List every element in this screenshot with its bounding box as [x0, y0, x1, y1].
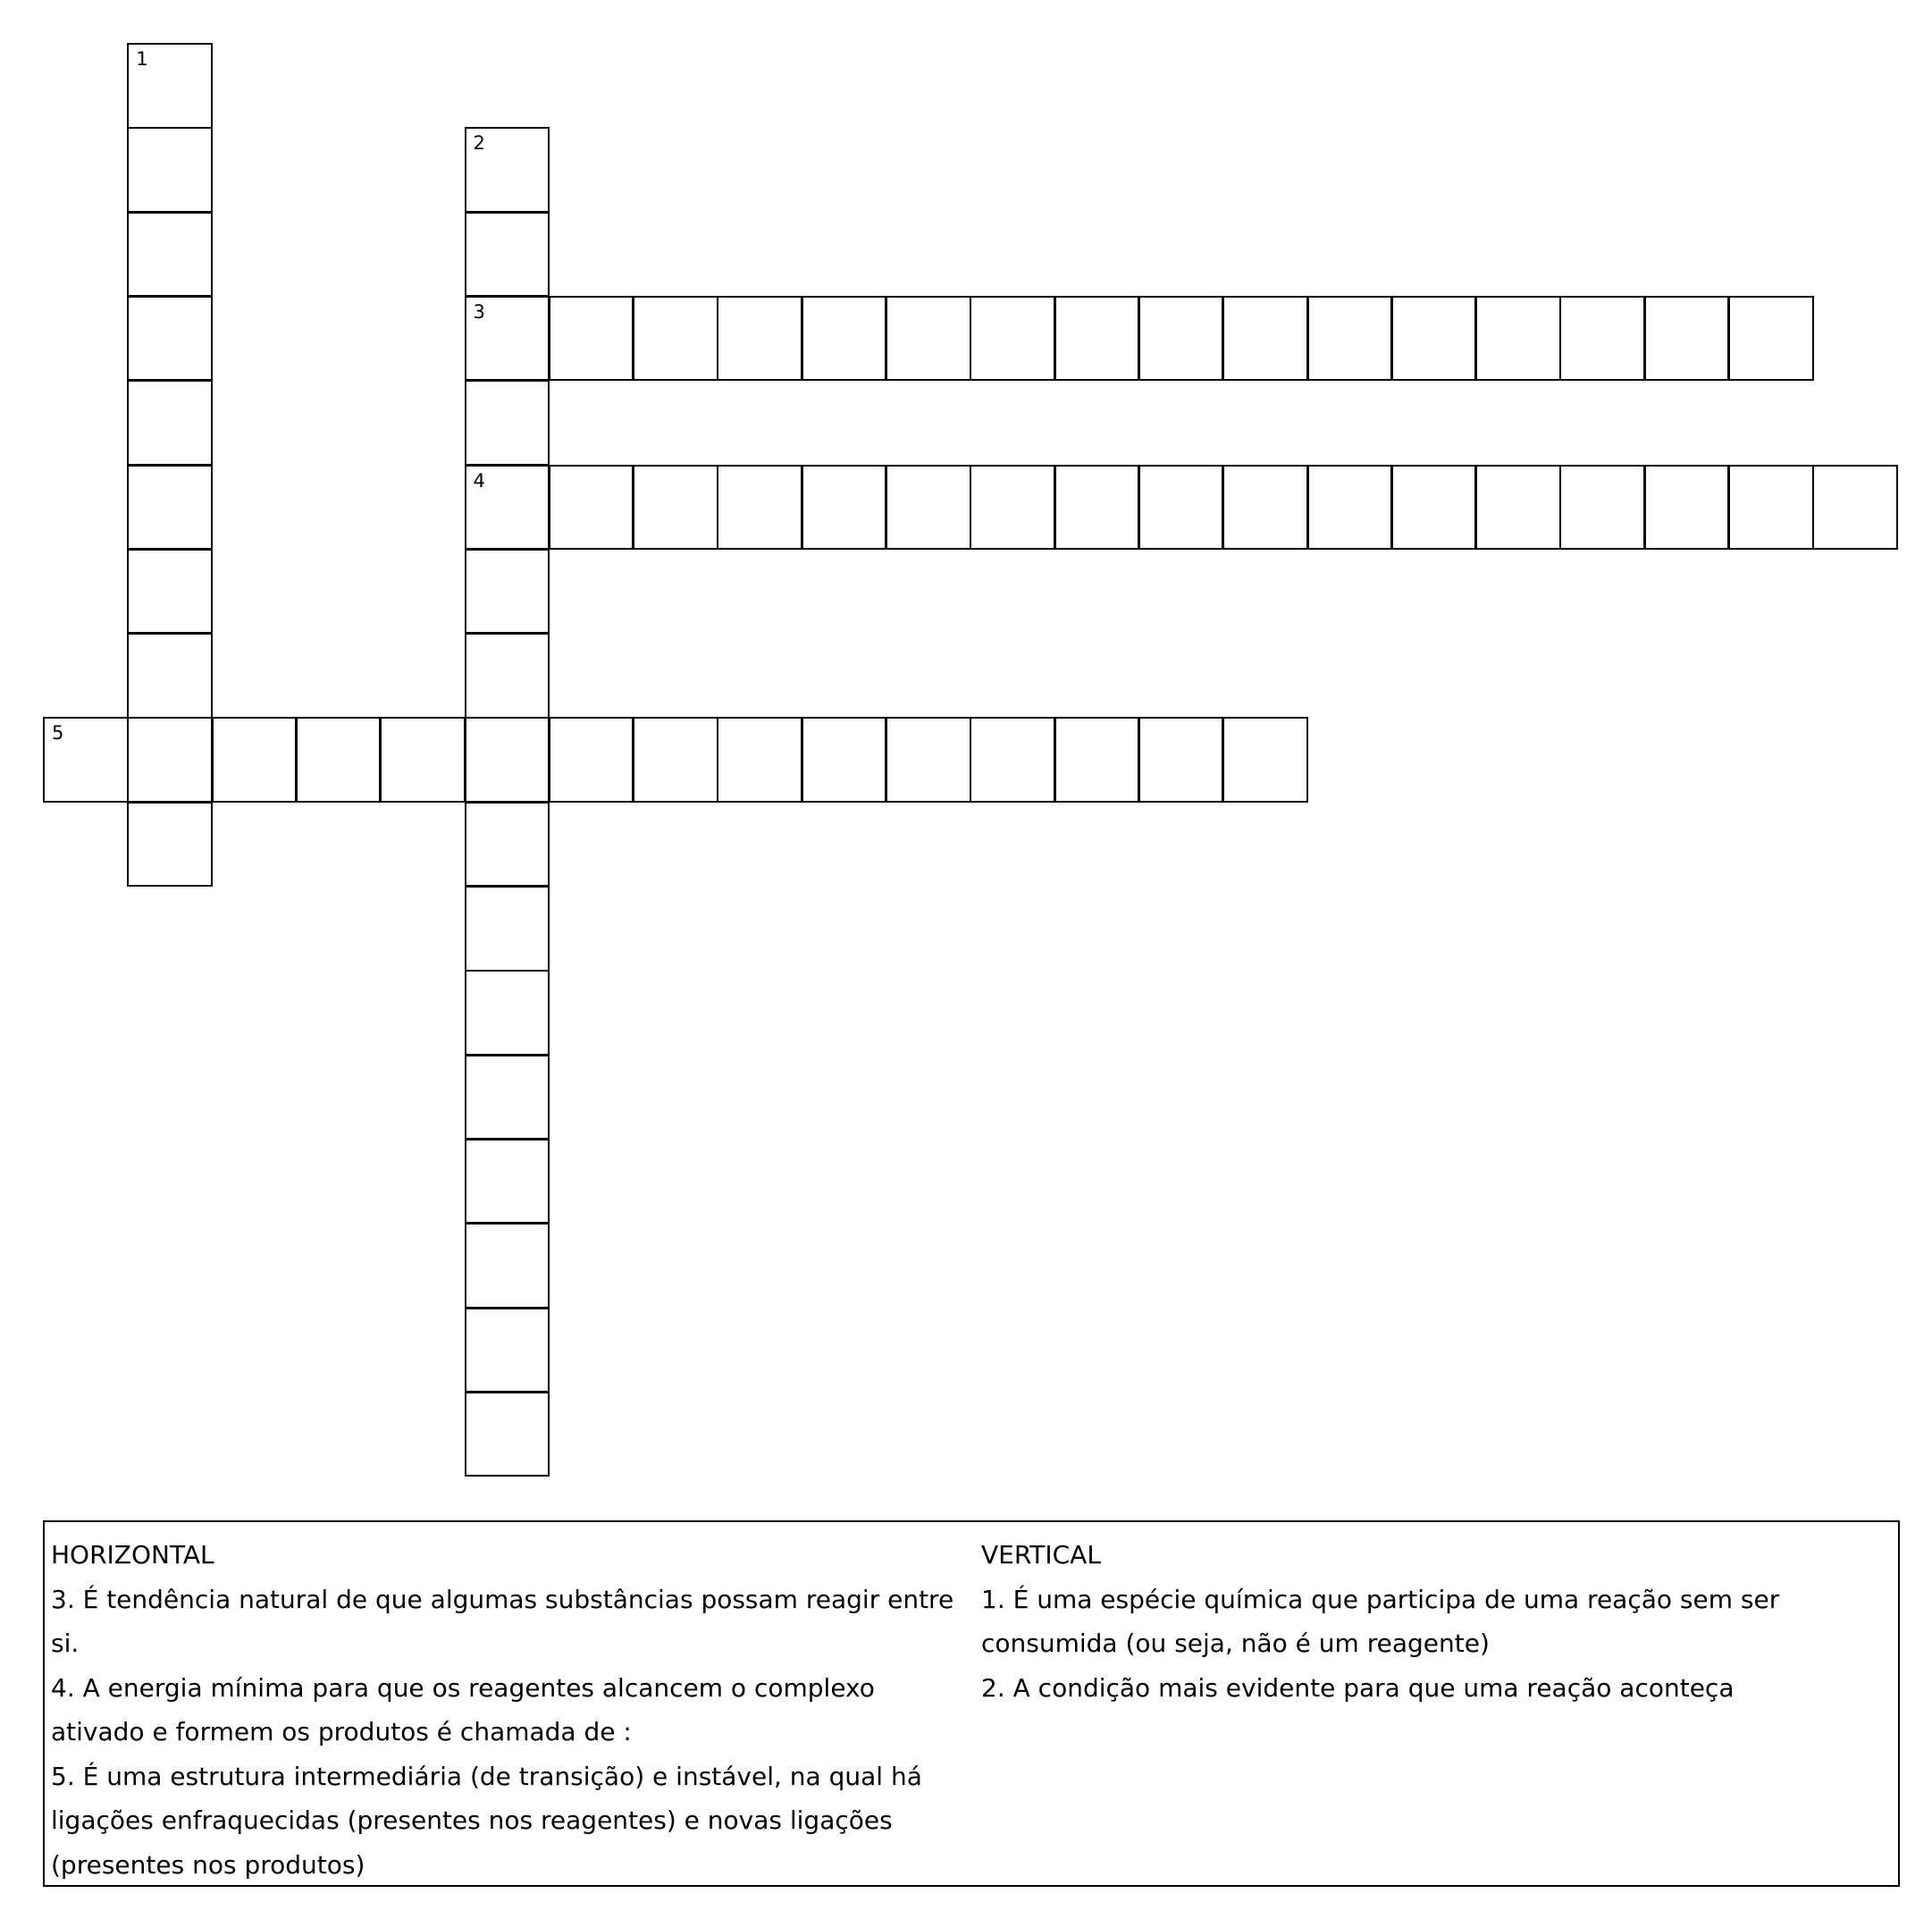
crossword-cell[interactable]	[465, 296, 550, 382]
crossword-cell[interactable]	[43, 717, 129, 803]
crossword-cell[interactable]	[1644, 465, 1730, 551]
crossword-cell[interactable]	[127, 633, 213, 719]
crossword-cell[interactable]	[802, 296, 887, 382]
crossword-cell[interactable]	[633, 717, 718, 803]
crossword-cell[interactable]	[1138, 296, 1224, 382]
crossword-cell[interactable]	[1559, 296, 1645, 382]
crossword-cell[interactable]	[1054, 717, 1140, 803]
crossword-cell[interactable]	[802, 465, 887, 551]
crossword-cell[interactable]	[886, 465, 971, 551]
crossword-cell[interactable]	[1559, 465, 1645, 551]
vertical-clues	[981, 1533, 1893, 1710]
crossword-cell[interactable]	[717, 465, 802, 551]
crossword-cell[interactable]	[1728, 465, 1814, 551]
crossword-cell[interactable]	[1138, 465, 1224, 551]
crossword-cell[interactable]	[127, 717, 213, 803]
crossword-cell[interactable]	[127, 43, 213, 129]
crossword-cell[interactable]	[465, 886, 550, 972]
vertical-heading: VERTICAL	[981, 1540, 1101, 1570]
crossword-cell[interactable]	[1222, 717, 1308, 803]
clues-box	[43, 1520, 1900, 1887]
horizontal-clues	[51, 1533, 971, 1887]
crossword-cell[interactable]	[1138, 717, 1224, 803]
crossword-cell[interactable]	[1391, 465, 1477, 551]
crossword-cell[interactable]	[127, 380, 213, 466]
crossword-cell[interactable]	[127, 212, 213, 298]
crossword-cell[interactable]	[465, 1308, 550, 1393]
crossword-cell[interactable]	[465, 1055, 550, 1140]
crossword-cell[interactable]	[465, 380, 550, 466]
crossword-cell[interactable]	[296, 717, 382, 803]
crossword-cell[interactable]	[212, 717, 298, 803]
crossword-cell[interactable]	[1222, 296, 1308, 382]
crossword-cell[interactable]	[1222, 465, 1308, 551]
clue-number: 2	[473, 132, 485, 155]
crossword-cell[interactable]	[127, 802, 213, 888]
crossword-cell[interactable]	[717, 717, 802, 803]
crossword-cell[interactable]	[970, 717, 1055, 803]
clue-number: 4	[473, 469, 485, 492]
crossword-cell[interactable]	[1307, 465, 1393, 551]
crossword-cell[interactable]	[633, 296, 718, 382]
crossword-cell[interactable]	[1475, 296, 1561, 382]
crossword-cell[interactable]	[127, 127, 213, 213]
crossword-cell[interactable]	[127, 465, 213, 551]
crossword-cell[interactable]	[1728, 296, 1814, 382]
crossword-cell[interactable]	[886, 717, 971, 803]
crossword-cell[interactable]	[465, 465, 550, 551]
crossword-cell[interactable]	[1307, 296, 1393, 382]
crossword-cell[interactable]	[970, 465, 1055, 551]
crossword-cell[interactable]	[970, 296, 1055, 382]
crossword-cell[interactable]	[886, 296, 971, 382]
clue-number: 3	[473, 300, 485, 323]
crossword-cell[interactable]	[465, 970, 550, 1056]
crossword-cell[interactable]	[465, 549, 550, 635]
crossword-cell[interactable]	[1644, 296, 1730, 382]
crossword-cell[interactable]	[465, 127, 550, 213]
crossword-cell[interactable]	[465, 802, 550, 888]
crossword-cell[interactable]	[802, 717, 887, 803]
crossword-cell[interactable]	[127, 549, 213, 635]
crossword-cell[interactable]	[1054, 465, 1140, 551]
crossword-cell[interactable]	[465, 1392, 550, 1477]
crossword-cell[interactable]	[465, 717, 550, 803]
crossword-cell[interactable]	[717, 296, 802, 382]
crossword-cell[interactable]	[465, 633, 550, 719]
crossword-cell[interactable]	[1054, 296, 1140, 382]
crossword-cell[interactable]	[1391, 296, 1477, 382]
crossword-cell[interactable]	[465, 212, 550, 298]
crossword-cell[interactable]	[549, 717, 634, 803]
clue-across-4: 4. A energia mínima para que os reagentes alcancem o complexo ativado e formem os produtos é chamada de :	[51, 1672, 875, 1746]
clue-across-3: 3. É tendência natural de que algumas substâncias possam reagir entre si.	[51, 1584, 954, 1658]
crossword-cell[interactable]	[465, 1223, 550, 1309]
crossword-cell[interactable]	[1812, 465, 1898, 551]
clue-number: 1	[136, 48, 148, 70]
horizontal-heading: HORIZONTAL	[51, 1540, 214, 1570]
clue-number: 5	[52, 722, 64, 745]
crossword-cell[interactable]	[465, 1139, 550, 1225]
clue-down-1: 1. É uma espécie química que participa de uma reação sem ser consumida (ou seja, não é um reagente)	[981, 1584, 1780, 1658]
crossword-cell[interactable]	[549, 465, 634, 551]
crossword-cell[interactable]	[380, 717, 466, 803]
crossword-cell[interactable]	[549, 296, 634, 382]
crossword-cell[interactable]	[127, 296, 213, 382]
crossword-cell[interactable]	[1475, 465, 1561, 551]
clue-down-2: 2. A condição mais evidente para que uma reação aconteça	[981, 1672, 1735, 1703]
crossword-cell[interactable]	[633, 465, 718, 551]
clue-across-5: 5. É uma estrutura intermediária (de transição) e instável, na qual há ligações enfraquecidas (presentes nos reagentes) e novas ligações (presentes nos produtos)	[51, 1761, 922, 1880]
